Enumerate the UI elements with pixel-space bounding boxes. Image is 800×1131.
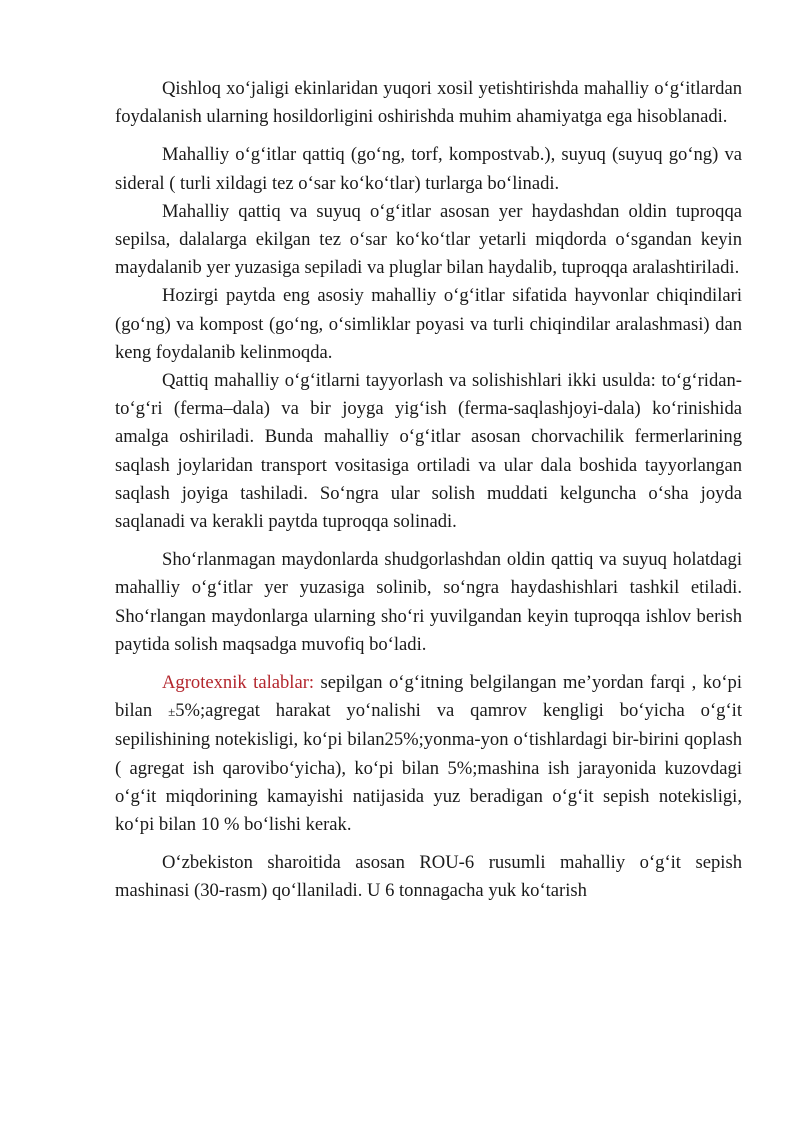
paragraph-current-use: Hozirgi paytda eng asosiy mahalliy o‘g‘itlar sifatida hayvonlar chiqindilari (go‘ng) va kompost (go‘ng, o‘simliklar poyasi va turli chiqindilar aralashmasi) dan keng foydalanib kelinmoqda. (115, 285, 742, 363)
requirements-text-b: 5%;agregat harakat yo‘nalishi va qamrov kengligi bo‘yicha o‘g‘it sepilishining notekisligi, ko‘pi bilan25%;yonma-yon o‘tishlardagi bir-birini qoplash ( agregat ish qarovibo‘yicha), ko‘pi bilan 5%;mashina ish jarayonida kuzovdagi o‘g‘it miqdorining kamayishi natijasida yuz beradigan o‘g‘it sepish notekisligi, ko‘pi bilan 10 % bo‘lishi kerak. (115, 700, 742, 836)
paragraph-preparation-methods: Qattiq mahalliy o‘g‘itlarni tayyorlash va solishishlari ikki usulda: to‘g‘ridan-to‘g‘ri (ferma–dala) va bir joyga yig‘ish (ferma-saqlashjoyi-dala) ko‘rinishida amalga oshiriladi. Bunda mahalliy o‘g‘itlar asosan chorvachilik fermerlarining saqlash joylaridan transport vositasiga ortiladi va ular dala boshida tayyorlangan saqlash joyiga tashiladi. So‘ngra ular solish muddati kelguncha o‘sha joyda saqlanadi va kerakli paytda tuproqqa solinadi. (115, 370, 742, 533)
requirements-text-a: sepilgan o‘g‘itning belgilangan me’yordan farqi , ko‘pi bilan (115, 672, 742, 722)
paragraph-application: Mahalliy qattiq va suyuq o‘g‘itlar asosan yer haydashdan oldin tuproqqa sepilsa, dalalarga ekilgan tez o‘sar ko‘ko‘tlar yetarli miqdorda o‘sgandan keyin maydalanib yer yuzasiga sepiladi va pluglar bilan haydalib, tuproqqa aralashtiriladi. (115, 200, 742, 279)
agrotechnical-heading: Agrotexnik talablar: (162, 672, 315, 694)
document-page (115, 75, 742, 906)
paragraph-intro: Qishloq xo‘jaligi ekinlaridan yuqori xosil yetishtirishda mahalliy o‘g‘itlardan foydalanish ularning hosildorligini oshirishda muhim ahamiyatga ega hisoblanadi. (115, 78, 742, 128)
paragraph-agrotechnical-requirements (115, 669, 742, 839)
paragraph-rou6-machine: O‘zbekiston sharoitida asosan ROU-6 rusumli mahalliy o‘g‘it sepish mashinasi (30-rasm) qo‘llaniladi. U 6 tonnagacha yuk ko‘tarish (115, 852, 742, 902)
paragraph-saline-fields: Sho‘rlanmagan maydonlarda shudgorlashdan oldin qattiq va suyuq holatdagi mahalliy o‘g‘itlar yer yuzasiga solinib, so‘ngra haydashishlari tashkil etiladi. Sho‘rlangan maydonlarga ularning sho‘ri yuvilgandan keyin tuproqqa ishlov berish paytida solish maqsadga muvofiq bo‘ladi. (115, 549, 742, 655)
plus-minus-sign: ± (168, 704, 176, 720)
paragraph-fertilizer-types: Mahalliy o‘g‘itlar qattiq (go‘ng, torf, kompostvab.), suyuq (suyuq go‘ng) va sideral ( turli xildagi tez o‘sar ko‘ko‘tlar) turlarga bo‘linadi. (115, 144, 742, 194)
